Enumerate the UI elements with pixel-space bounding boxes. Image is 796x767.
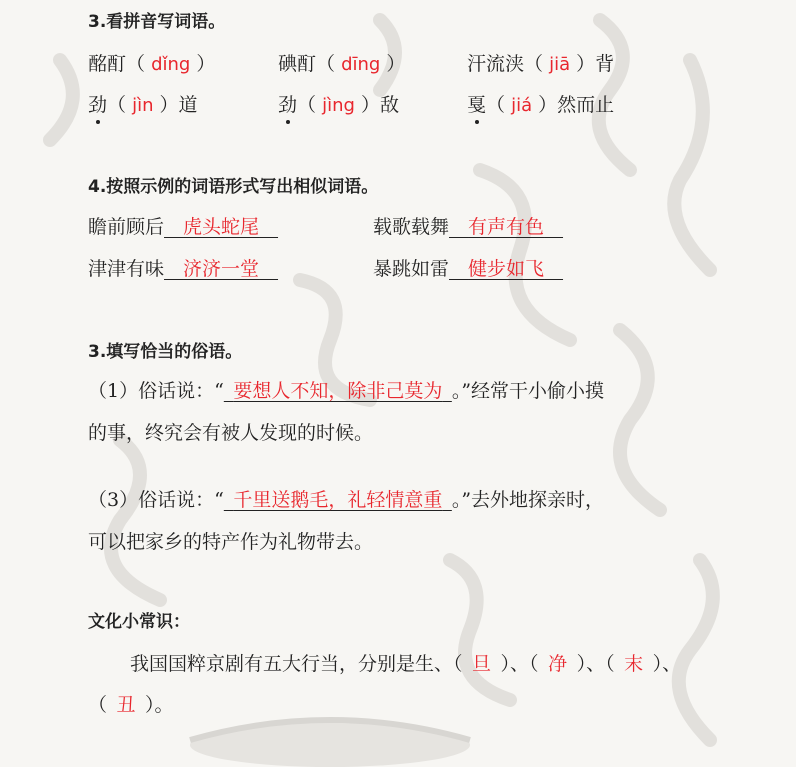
proverb-q1-line2: 的事，终究会有被人发现的时候。 bbox=[88, 422, 374, 444]
pinyin-item: 汗流浃（ jiā ）背 bbox=[467, 53, 615, 75]
opera-roles-line1: 我国国粹京剧有五大行当，分别是生、（ 旦 ）、（ 净 ）、（ 末 ）、 bbox=[130, 653, 682, 675]
pinyin-item: 碘酊（ dīng ） bbox=[278, 53, 406, 75]
opera-answer: 末 bbox=[624, 653, 644, 675]
section2-title: 4.按照示例的词语形式写出相似词语。 bbox=[88, 177, 379, 197]
proverb-q3-line2: 可以把家乡的特产作为礼物带去。 bbox=[88, 531, 374, 553]
opera-answer: 旦 bbox=[472, 653, 492, 675]
opera-answer: 丑 bbox=[116, 694, 136, 716]
pinyin-item: 劲（ jìng ）敌 bbox=[278, 94, 399, 116]
section4-title: 文化小常识： bbox=[88, 612, 190, 632]
section1-title: 3.看拼音写词语。 bbox=[88, 12, 226, 32]
pinyin-item: 戛（ jiá ）然而止 bbox=[467, 94, 615, 116]
proverb-q1: （1）俗话说：“ 要想人不知，除非己莫为 。”经常干小偷小摸 bbox=[88, 380, 605, 402]
opera-answer: 净 bbox=[548, 653, 568, 675]
proverb-q3: （3）俗话说：“ 千里送鹅毛，礼轻情意重 。”去外地探亲时， bbox=[88, 489, 605, 511]
word-item: 瞻前顾后 虎头蛇尾 bbox=[88, 216, 260, 238]
section3-title: 3.填写恰当的俗语。 bbox=[88, 342, 243, 362]
pinyin-item: 酩酊（ dǐng ） bbox=[88, 53, 216, 75]
pinyin-item: 劲（ jìn ）道 bbox=[88, 94, 198, 116]
opera-roles-line2: （ 丑 ）。 bbox=[88, 694, 174, 716]
word-item: 暴跳如雷 健步如飞 bbox=[373, 258, 545, 280]
word-item: 载歌载舞 有声有色 bbox=[373, 216, 545, 238]
word-item: 津津有味 济济一堂 bbox=[88, 258, 260, 280]
